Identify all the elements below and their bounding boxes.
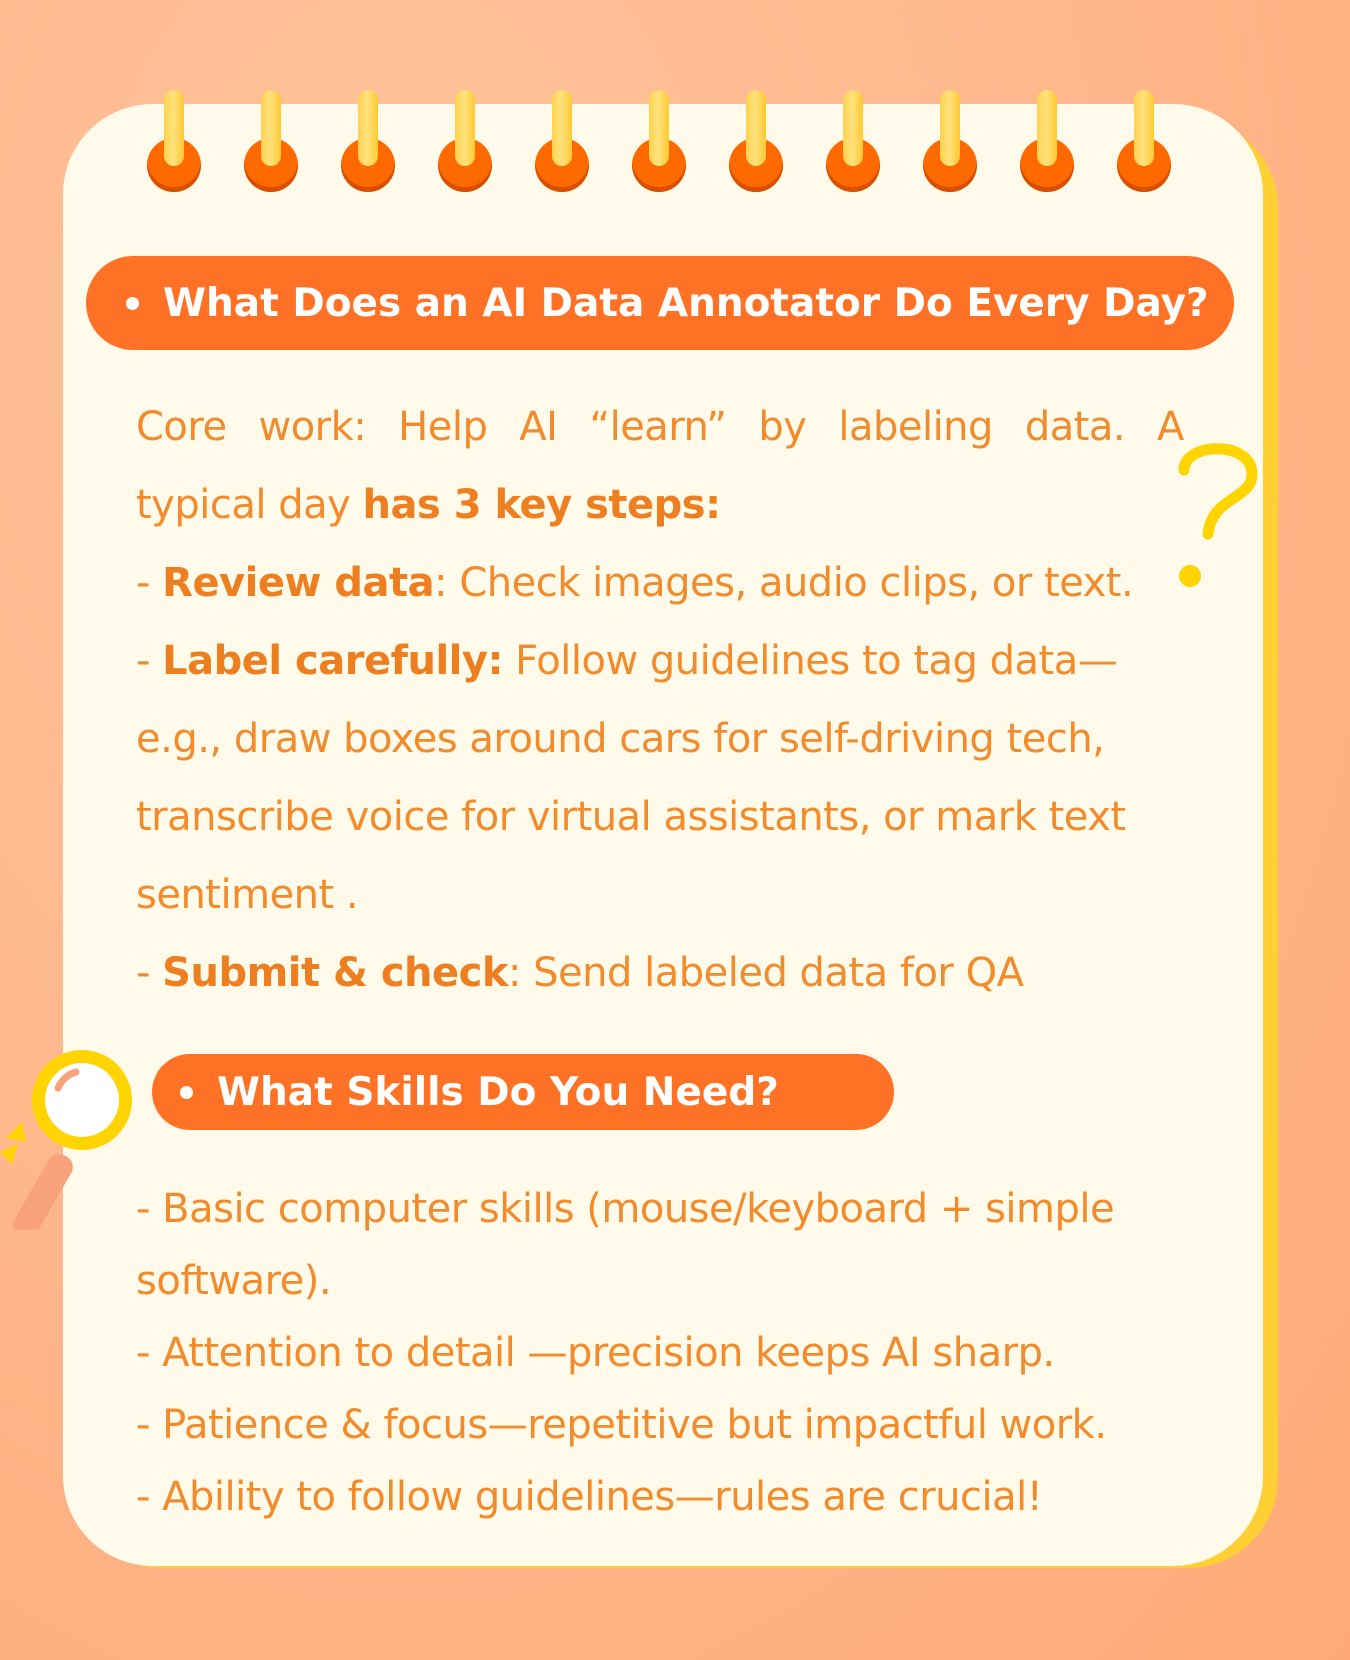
skill-item: - Attention to detail —precision keeps AI sharp. [136, 1330, 1055, 1376]
ring-wire [358, 90, 378, 166]
ring-wire [552, 90, 572, 166]
binding-ring [244, 90, 298, 190]
label-continuation-3: sentiment . [136, 872, 359, 918]
intro-word: labeling [838, 404, 993, 450]
step-text: Follow guidelines to tag data— [502, 638, 1118, 684]
intro-line-1 [136, 404, 1184, 450]
section-heading-skills [152, 1054, 894, 1130]
intro-word: work: [258, 404, 367, 450]
heading-text: What Skills Do You Need? [217, 1069, 779, 1115]
binding-ring [923, 90, 977, 190]
binding-ring [147, 90, 201, 190]
label-continuation-1: e.g., draw boxes around cars for self-driving tech, [136, 716, 1105, 762]
magnifying-glass-icon [0, 1040, 145, 1230]
step-text: : Send labeled data for QA [507, 950, 1024, 996]
skill-item: - Basic computer skills (mouse/keyboard + simple [136, 1186, 1115, 1232]
ring-wire [455, 90, 475, 166]
step-title: Label carefully: [162, 638, 503, 684]
ring-wire [164, 90, 184, 166]
heading-text: What Does an AI Data Annotator Do Every Day? [163, 280, 1209, 326]
step-title: Review data [162, 560, 435, 606]
step-prefix: - [136, 950, 163, 996]
intro-word: “learn” [589, 404, 727, 450]
binding-ring [438, 90, 492, 190]
intro-bold: has 3 key steps: [362, 482, 721, 528]
bullet-icon [180, 1086, 193, 1099]
binding-ring [1020, 90, 1074, 190]
intro-word: Core [136, 404, 227, 450]
binding-ring [341, 90, 395, 190]
step-prefix: - [136, 560, 163, 606]
step-label-carefully [136, 638, 1117, 684]
step-title: Submit & check [162, 950, 508, 996]
step-prefix: - [136, 638, 163, 684]
section-heading-daily-work [86, 256, 1234, 350]
ring-wire [1134, 90, 1154, 166]
ring-wire [1037, 90, 1057, 166]
skill-item: - Ability to follow guidelines—rules are crucial! [136, 1474, 1043, 1520]
ring-wire [843, 90, 863, 166]
skill-item: software). [136, 1258, 332, 1304]
binding-ring [826, 90, 880, 190]
intro-word: data. [1024, 404, 1126, 450]
ring-wire [746, 90, 766, 166]
intro-plain: typical day [136, 482, 363, 528]
intro-word: AI [519, 404, 558, 450]
binding-ring [535, 90, 589, 190]
intro-word: by [758, 404, 807, 450]
ring-wire [261, 90, 281, 166]
ring-wire [649, 90, 669, 166]
intro-line-2 [136, 482, 721, 528]
step-review-data [136, 560, 1133, 606]
ring-wire [940, 90, 960, 166]
label-continuation-2: transcribe voice for virtual assistants, or mark text [136, 794, 1126, 840]
binding-ring [729, 90, 783, 190]
binding-ring [1117, 90, 1171, 190]
question-mark-icon [1168, 430, 1268, 590]
intro-word: Help [398, 404, 488, 450]
intro-word: A [1157, 404, 1184, 450]
step-submit-check [136, 950, 1023, 996]
binding-ring [632, 90, 686, 190]
step-text: : Check images, audio clips, or text. [434, 560, 1134, 606]
skill-item: - Patience & focus—repetitive but impactful work. [136, 1402, 1107, 1448]
bullet-icon [126, 297, 139, 310]
